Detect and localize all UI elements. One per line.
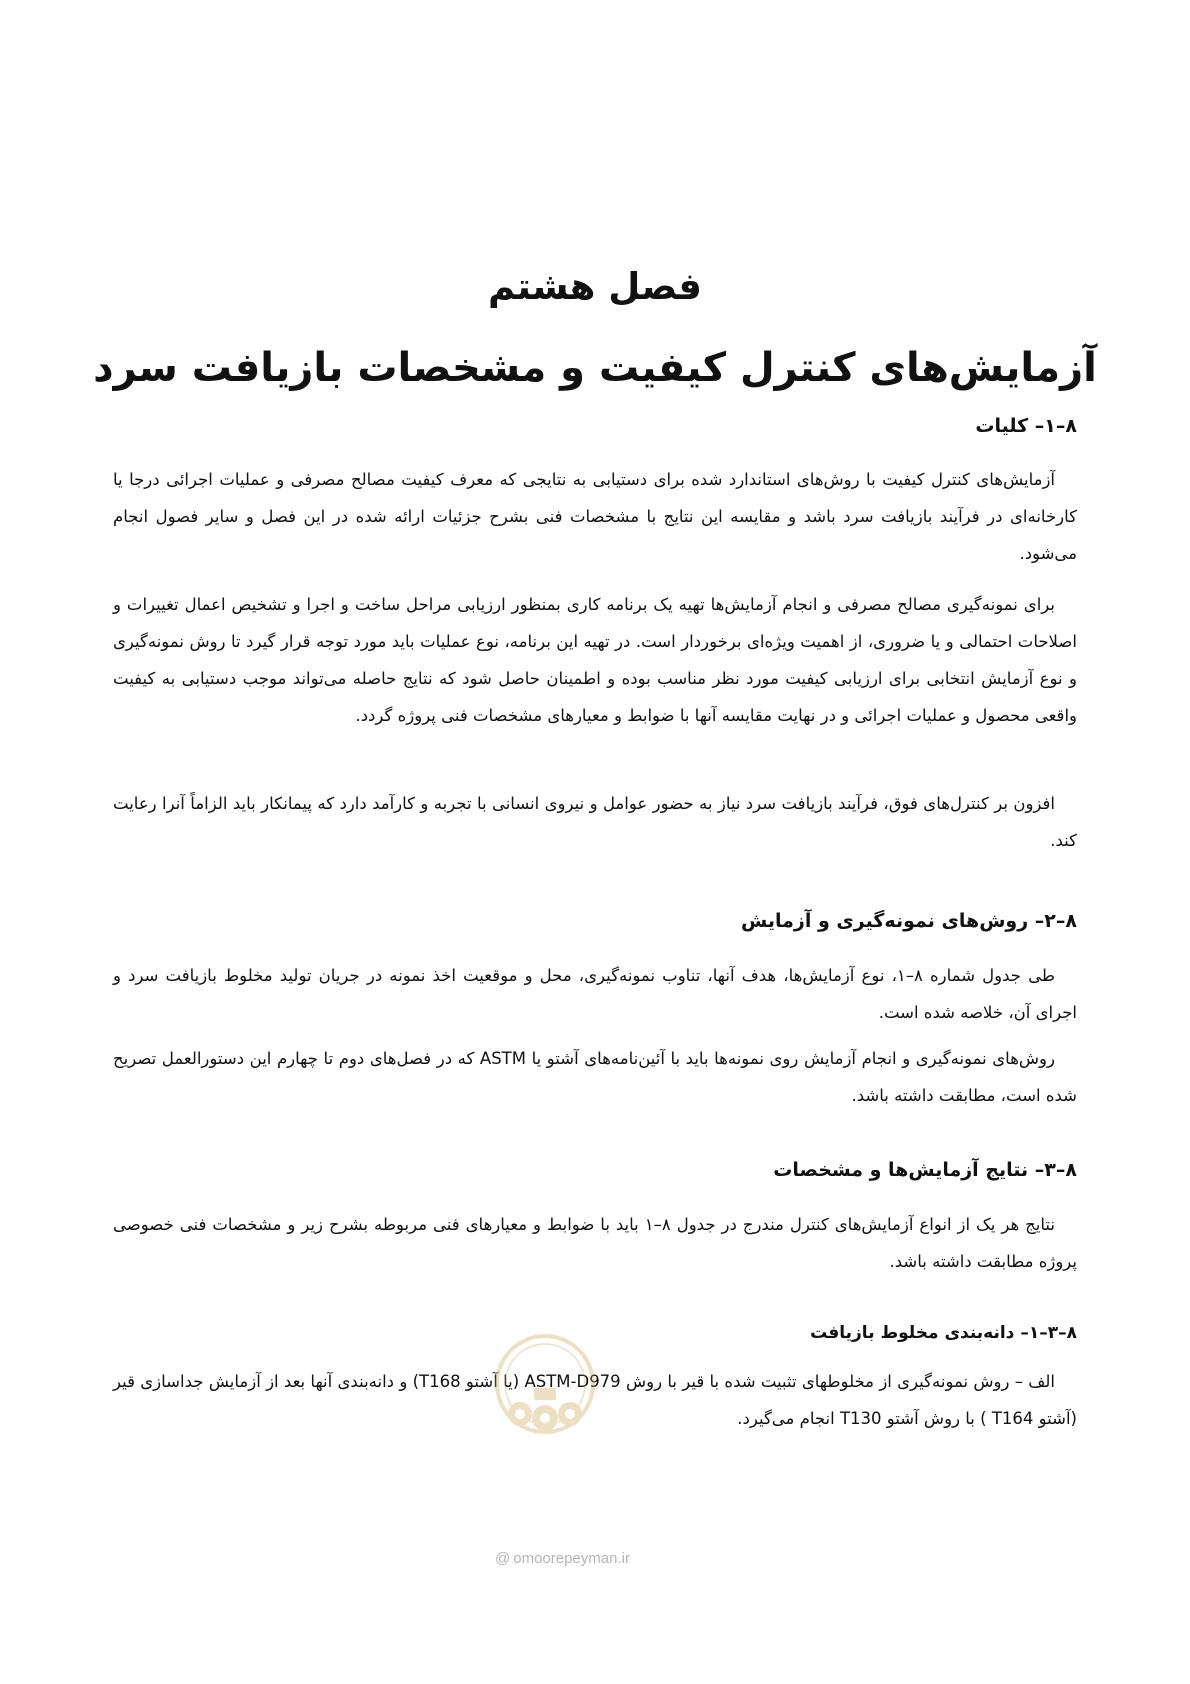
section-8-1-paragraph-2: برای نمونه‌گیری مصالح مصرفی و انجام آزمایش‌ها تهیه یک برنامه کاری بمنظور ارزیابی مراحل ساخت و اجرا و تشخیص اعمال تغییرات و اصلاحات احتمالی و یا ضروری، از اهمیت ویژه‌ای برخوردار است. در تهیه این برنامه، نوع عملیات باید مورد توجه قرار گیرد تا روش نمونه‌گیری و نوع آزمایش انتخابی برای ارزیابی کیفیت مورد نظر مناسب بوده و اطمینان حاصل شود که نتایج حاصله می‌تواند موجب دستیابی به کیفیت واقعی محصول و عملیات اجرائی و در نهایت مقایسه آنها با ضوابط و معیارهای مشخصات فنی پروژه گردد.	[113, 595, 1077, 725]
at-icon: @	[495, 1550, 511, 1567]
section-8-3-paragraph-1: نتایج هر یک از انواع آزمایش‌های کنترل مندرج در جدول ۸–۱ باید با ضوابط و معیارهای فنی مربوطه بشرح زیر و مشخصات فنی خصوصی پروژه مطابقت داشته باشد.	[113, 1215, 1077, 1271]
chapter-title: فصل هشتم	[487, 265, 702, 308]
subsection-8-3-1-paragraph-1: الف – روش نمونه‌گیری از مخلوطهای تثبیت شده با قیر با روش ASTM-D979 (یا آشتو T168) و دانه‌بندی آنها بعد از آزمایش جداسازی قیر (آشتو T164 ) با روش آشتو T130 انجام می‌گیرد.	[113, 1372, 1077, 1428]
section-8-2-paragraph-2: روش‌های نمونه‌گیری و انجام آزمایش روی نمونه‌ها باید با آئین‌نامه‌های آشتو یا ASTM که در فصل‌های دوم تا چهارم این دستورالعمل تصریح شده است، مطابقت داشته باشد.	[113, 1049, 1077, 1105]
section-8-2-paragraph-1: طی جدول شماره ۸–۱، نوع آزمایش‌ها، هدف آنها، تناوب نمونه‌گیری، محل و موقعیت اخذ نمونه در جریان تولید مخلوط بازیافت سرد و اجرای آن، خلاصه شده است.	[113, 966, 1077, 1022]
section-heading-8-2: ۸–۲– روش‌های نمونه‌گیری و آزمایش	[741, 910, 1077, 932]
section-heading-8-1: ۸–۱– کلیات	[975, 415, 1077, 437]
watermark-caption-text: omoorepeyman.ir	[513, 1550, 630, 1567]
chapter-subtitle: آزمایش‌های کنترل کیفیت و مشخصات بازیافت سرد	[93, 345, 1097, 391]
section-8-1-paragraph-1: آزمایش‌های کنترل کیفیت با روش‌های استاندارد شده برای دستیابی به نتایجی که معرف کیفیت مصالح مصرفی و عملیات اجرائی درجا یا کارخانه‌ای در فرآیند بازیافت سرد باشد و مقایسه این نتایج با مشخصات فنی بشرح جزئیات ارائه شده در این فصل و سایر فصول انجام می‌شود.	[113, 470, 1077, 563]
section-8-1-paragraph-3: افزون بر کنترل‌های فوق، فرآیند بازیافت سرد نیاز به حضور عوامل و نیروی انسانی با تجربه و کارآمد دارد که پیمانکار باید الزاماً آنرا رعایت کند.	[113, 794, 1077, 850]
section-heading-8-3: ۸–۳– نتایج آزمایش‌ها و مشخصات	[773, 1159, 1077, 1181]
subsection-heading-8-3-1: ۸–۳–۱– دانه‌بندی مخلوط بازیافت	[810, 1323, 1077, 1343]
watermark-caption	[495, 1550, 670, 1567]
